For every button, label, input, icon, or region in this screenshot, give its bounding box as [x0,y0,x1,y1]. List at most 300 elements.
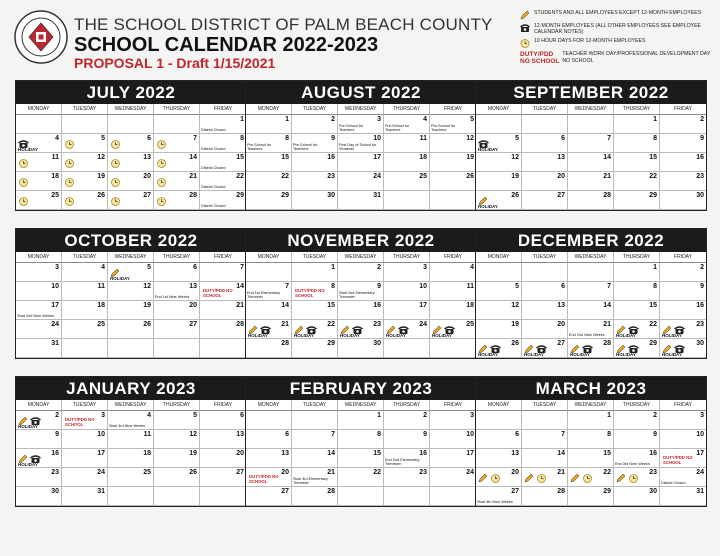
day-number: 2 [700,116,704,123]
day-number: 12 [466,135,474,142]
weekday-header: WEDNESDAY [108,252,154,263]
day-cell [200,153,246,172]
empty-day-cell [522,263,568,282]
day-note: Start 3rd Nine Weeks [109,423,146,428]
day-cell [16,153,62,172]
day-cell [62,487,108,506]
day-number: 28 [281,340,289,347]
empty-day-cell [154,115,200,134]
day-number: 23 [51,469,59,476]
empty-day-cell [384,191,430,210]
day-number: 13 [236,431,244,438]
clock-icon [490,470,501,488]
day-number: 3 [423,264,427,271]
day-number: 30 [696,192,704,199]
day-number: 21 [557,469,565,476]
day-number: 12 [511,302,519,309]
day-number: 8 [653,283,657,290]
day-cell [292,339,338,358]
day-number: 30 [327,192,335,199]
day-number: 23 [327,173,335,180]
day-cell [384,153,430,172]
district-name: THE SCHOOL DISTRICT OF PALM BEACH COUNTY [74,15,493,34]
empty-day-cell [384,487,430,506]
day-cell [430,282,476,301]
clock-icon [18,193,29,211]
day-number: 17 [51,302,59,309]
weekday-header: WEDNESDAY [568,252,614,263]
holiday-label: HOLIDAY [478,147,498,152]
day-cell [154,301,200,320]
day-icons [18,155,29,173]
day-cell [614,153,660,172]
weekday-header: MONDAY [246,252,292,263]
pencil-icon [478,470,489,488]
day-cell [476,339,522,358]
day-cell [108,449,154,468]
day-number: 12 [189,431,197,438]
day-cell [62,468,108,487]
empty-day-cell [476,115,522,134]
holiday-label: HOLIDAY [662,352,682,357]
month-grid [246,104,476,210]
day-icons [570,470,593,488]
day-cell [16,468,62,487]
day-number: 15 [236,154,244,161]
day-number: 9 [377,283,381,290]
weekday-header: FRIDAY [200,252,246,263]
day-cell [660,320,706,339]
day-number: 19 [97,173,105,180]
day-cell [568,191,614,210]
day-number: 30 [649,488,657,495]
day-cell [154,468,200,487]
day-cell [568,320,614,339]
day-cell [384,172,430,191]
day-number: 19 [189,450,197,457]
day-note: End 2nd Nine Weeks [569,332,605,337]
duty-no-school-label: DUTY/PDD NO SCHOOL [65,417,95,427]
clock-icon [520,38,530,48]
day-cell [154,191,200,210]
day-number: 21 [189,173,197,180]
pencil-icon [616,470,627,488]
day-number: 14 [236,283,244,290]
day-number: 31 [696,488,704,495]
day-cell [62,411,108,430]
day-number: 29 [327,340,335,347]
holiday-label: HOLIDAY [110,276,130,281]
month-october-2022 [15,228,247,359]
day-number: 30 [373,340,381,347]
holiday-label: HOLIDAY [478,204,498,209]
day-number: 19 [511,173,519,180]
weekday-header: WEDNESDAY [568,400,614,411]
empty-day-cell [154,487,200,506]
weekday-header: TUESDAY [522,400,568,411]
day-number: 22 [236,173,244,180]
day-cell [108,468,154,487]
day-number: 13 [511,450,519,457]
duty-no-school-label: DUTY/PDD NO SCHOOL [249,474,279,484]
day-cell [660,449,706,468]
day-number: 31 [97,488,105,495]
day-number: 5 [101,135,105,142]
day-note: End 1st Elementary Trimester [247,290,281,299]
day-number: 29 [649,340,657,347]
day-cell [522,153,568,172]
weekday-header: FRIDAY [430,400,476,411]
day-number: 10 [51,283,59,290]
empty-day-cell [384,339,430,358]
weekday-header: THURSDAY [614,400,660,411]
day-cell [246,449,292,468]
day-cell [522,449,568,468]
day-number: 5 [515,135,519,142]
day-number: 6 [515,431,519,438]
day-number: 1 [653,116,657,123]
month-march-2023 [475,376,707,507]
weekday-header: THURSDAY [154,252,200,263]
day-number: 8 [240,135,244,142]
day-cell [16,282,62,301]
day-cell [338,301,384,320]
clock-icon [18,174,29,192]
day-number: 7 [240,264,244,271]
day-cell [476,172,522,191]
day-number: 15 [327,302,335,309]
weekday-header: MONDAY [476,104,522,115]
holiday-label: HOLIDAY [616,352,636,357]
day-cell [200,134,246,153]
day-number: 9 [423,431,427,438]
day-number: 16 [696,302,704,309]
day-number: 14 [327,450,335,457]
weekday-header: FRIDAY [200,104,246,115]
day-note: District Closed [201,203,226,208]
month-december-2022 [475,228,707,359]
day-cell [476,487,522,506]
day-number: 24 [466,469,474,476]
day-icons [110,136,121,154]
weekday-header: FRIDAY [430,252,476,263]
day-number: 2 [423,412,427,419]
day-number: 11 [97,283,105,290]
day-number: 6 [240,412,244,419]
empty-day-cell [292,411,338,430]
day-cell [522,339,568,358]
day-cell [338,191,384,210]
day-cell [338,339,384,358]
weekday-header: MONDAY [476,400,522,411]
day-number: 17 [373,154,381,161]
day-number: 26 [189,469,197,476]
day-number: 12 [143,283,151,290]
day-number: 2 [653,412,657,419]
empty-day-cell [430,339,476,358]
district-seal-icon [14,10,68,64]
day-cell [338,320,384,339]
day-number: 14 [603,302,611,309]
day-cell [62,320,108,339]
day-icons [110,174,121,192]
day-number: 4 [55,135,59,142]
day-cell [522,468,568,487]
day-cell [338,153,384,172]
day-cell [384,320,430,339]
month-july-2022 [15,80,247,211]
day-number: 1 [331,264,335,271]
day-cell [246,115,292,134]
day-cell [384,411,430,430]
weekday-header: FRIDAY [430,104,476,115]
day-number: 13 [189,283,197,290]
day-number: 21 [603,321,611,328]
empty-day-cell [108,487,154,506]
weekday-header: WEDNESDAY [568,104,614,115]
day-cell [614,301,660,320]
day-cell [16,191,62,210]
day-cell [246,430,292,449]
day-number: 28 [327,488,335,495]
legend-noschool-code: NO SCHOOL [520,58,560,65]
holiday-label: HOLIDAY [18,462,38,467]
holiday-label: HOLIDAY [616,333,636,338]
day-cell [522,191,568,210]
empty-day-cell [338,487,384,506]
month-grid [246,252,476,358]
day-cell [660,430,706,449]
day-cell [614,487,660,506]
day-icons [64,136,75,154]
day-number: 14 [557,450,565,457]
day-number: 8 [607,431,611,438]
day-cell [384,134,430,153]
day-number: 18 [51,173,59,180]
day-icons [64,174,75,192]
clock-icon [582,470,593,488]
holiday-label: HOLIDAY [18,424,38,429]
day-cell [62,134,108,153]
clock-icon [110,136,121,154]
clock-icon [64,193,75,211]
legend-ten-hour [520,38,716,48]
day-number: 6 [285,431,289,438]
empty-day-cell [246,411,292,430]
day-cell [660,301,706,320]
day-number: 14 [603,154,611,161]
day-number: 3 [377,116,381,123]
clock-icon [64,155,75,173]
day-icons [616,470,639,488]
day-cell [246,153,292,172]
day-cell [154,282,200,301]
legend-noschool-desc: NO SCHOOL [562,58,594,64]
day-number: 10 [696,431,704,438]
day-number: 5 [470,116,474,123]
day-cell [660,282,706,301]
day-icons [156,174,167,192]
pencil-icon [570,470,581,488]
day-icons [156,193,167,211]
day-cell [292,430,338,449]
clock-icon [18,155,29,173]
day-number: 7 [331,431,335,438]
weekday-header: MONDAY [16,252,62,263]
month-grid [476,252,706,358]
holiday-label: HOLIDAY [248,333,268,338]
weekday-header: THURSDAY [384,104,430,115]
day-cell [384,301,430,320]
day-number: 8 [653,135,657,142]
weekday-header: THURSDAY [154,104,200,115]
day-number: 21 [281,321,289,328]
weekday-header: THURSDAY [384,400,430,411]
day-cell [568,411,614,430]
day-number: 27 [511,488,519,495]
day-number: 19 [466,154,474,161]
day-cell [614,449,660,468]
empty-day-cell [108,339,154,358]
weekday-header: MONDAY [246,104,292,115]
day-icons [524,470,547,488]
day-number: 15 [281,154,289,161]
day-number: 12 [511,154,519,161]
day-number: 1 [285,116,289,123]
day-number: 28 [189,192,197,199]
day-cell [338,263,384,282]
day-cell [476,430,522,449]
legend-students-label: STUDENTS AND ALL EMPLOYEES EXCEPT 12-MONTH EMPLOYEES [534,10,702,16]
day-cell [568,430,614,449]
day-number: 20 [511,469,519,476]
weekday-header: TUESDAY [62,104,108,115]
day-number: 1 [377,412,381,419]
day-cell [62,263,108,282]
day-cell [246,191,292,210]
month-november-2022 [245,228,477,359]
day-cell [200,191,246,210]
legend-ten-hour-label: 10 HOUR DAYS FOR 12-MONTH EMPLOYEES [534,38,646,44]
weekday-header: THURSDAY [614,104,660,115]
day-cell [200,411,246,430]
day-note: First Day of School for Students [339,142,377,151]
day-cell [338,430,384,449]
day-cell [568,153,614,172]
day-cell [246,339,292,358]
day-number: 8 [285,135,289,142]
month-title: AUGUST 2022 [246,81,476,104]
day-number: 15 [373,450,381,457]
day-number: 24 [97,469,105,476]
weekday-header: WEDNESDAY [108,104,154,115]
day-number: 11 [143,431,151,438]
day-number: 26 [511,340,519,347]
month-grid [476,400,706,506]
day-cell [476,282,522,301]
day-cell [292,153,338,172]
day-icons [110,193,121,211]
day-cell [62,282,108,301]
day-cell [246,301,292,320]
day-cell [108,263,154,282]
weekday-header: MONDAY [476,252,522,263]
day-number: 18 [466,302,474,309]
month-grid [476,104,706,210]
day-number: 27 [557,192,565,199]
day-cell [614,115,660,134]
day-cell [292,115,338,134]
month-september-2022 [475,80,707,211]
day-cell [154,411,200,430]
day-number: 25 [466,321,474,328]
day-cell [154,172,200,191]
day-cell [108,411,154,430]
day-number: 15 [649,154,657,161]
day-number: 15 [649,302,657,309]
month-title: NOVEMBER 2022 [246,229,476,252]
day-number: 17 [696,450,704,457]
day-number: 13 [557,154,565,161]
day-cell [200,301,246,320]
day-number: 13 [557,302,565,309]
day-number: 13 [143,154,151,161]
day-number: 20 [143,173,151,180]
weekday-header: TUESDAY [62,400,108,411]
day-cell [62,191,108,210]
calendar-header [0,0,720,80]
clock-icon [64,136,75,154]
day-number: 26 [511,192,519,199]
weekday-header: MONDAY [16,400,62,411]
day-cell [476,468,522,487]
holiday-label: HOLIDAY [294,333,314,338]
month-title: FEBRUARY 2023 [246,377,476,400]
day-cell [430,172,476,191]
weekday-header: WEDNESDAY [338,252,384,263]
day-cell [108,430,154,449]
day-note: District Closed [201,165,226,170]
day-cell [200,263,246,282]
day-note: Start 2nd Elementary Trimester [339,290,375,299]
empty-day-cell [154,339,200,358]
weekday-header: TUESDAY [522,104,568,115]
day-note: End 3rd Nine Weeks [615,461,650,466]
day-cell [154,449,200,468]
day-number: 24 [696,469,704,476]
pencil-icon [524,470,535,488]
month-title: DECEMBER 2022 [476,229,706,252]
day-cell [62,449,108,468]
day-cell [430,115,476,134]
month-january-2023 [15,376,247,507]
weekday-header: MONDAY [246,400,292,411]
day-number: 17 [466,450,474,457]
day-number: 6 [561,283,565,290]
day-note: Pre-School for Teachers [385,123,410,132]
day-cell [430,134,476,153]
clock-icon [110,155,121,173]
legend [520,10,716,65]
day-number: 20 [236,450,244,457]
day-number: 7 [607,135,611,142]
day-cell [338,134,384,153]
day-cell [338,282,384,301]
day-cell [660,153,706,172]
day-cell [660,339,706,358]
day-number: 26 [97,192,105,199]
day-cell [108,282,154,301]
